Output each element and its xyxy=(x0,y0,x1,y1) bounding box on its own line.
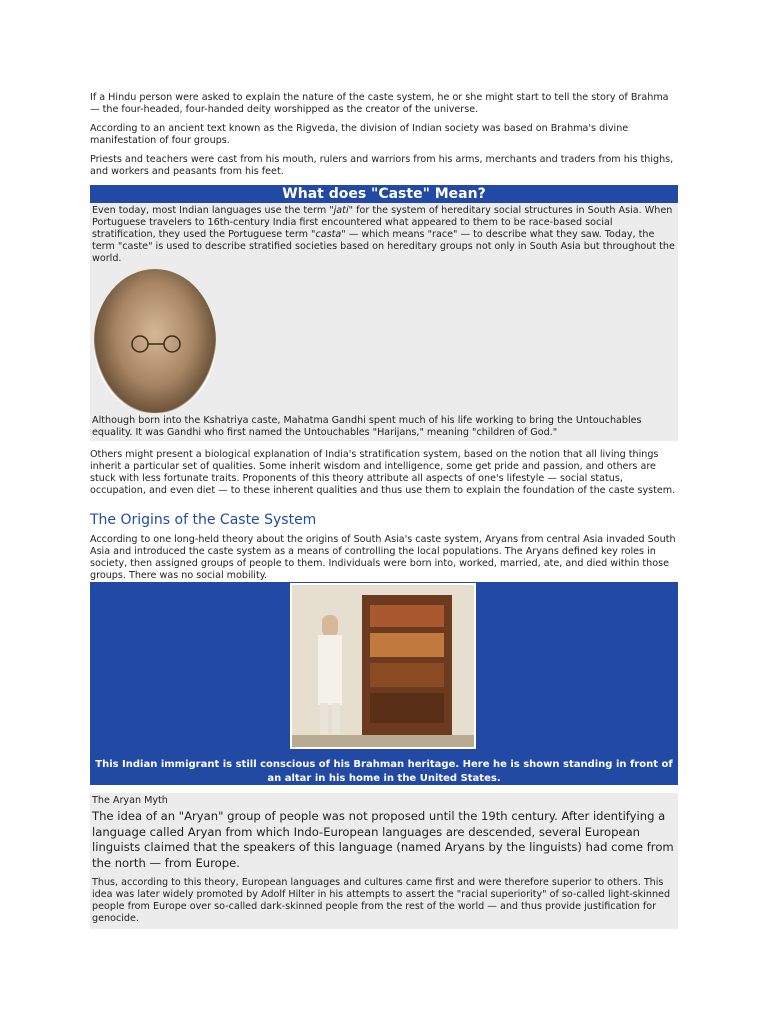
article xyxy=(90,92,678,929)
intro-paragraph-1: If a Hindu person were asked to explain the nature of the caste system, he or she might start to tell the story of Brahma — the four-headed, four-handed deity worshipped as the creator of the universe. xyxy=(90,92,669,115)
caste-meaning-paragraph xyxy=(92,203,676,269)
intro-section xyxy=(90,92,678,178)
aryan-myth-paragraph-1: The idea of an "Aryan" group of people was not proposed until the 19th century. After identifying a language called Aryan from which Indo-European languages are descended, several European linguists claimed that the speakers of this language (named Aryans by the linguists) had come from the north — from Europe. xyxy=(92,809,674,870)
text-segment: Even today, most Indian languages use the term " xyxy=(92,205,334,216)
caste-meaning-heading: What does "Caste" Mean? xyxy=(90,185,678,203)
biological-paragraph: Others might present a biological explanation of India's stratification system, based on the notion that all living things inherit a particular set of qualities. Some inherit wisdom and intelligence, some get pride and passion, and others are stuck with less fortunate traits. Proponents of this theory attribute all aspects of one's lifestyle — social status, occupation, and even diet — to these inherent qualities and thus use them to explain the foundation of the caste system. xyxy=(90,449,676,496)
aryan-myth-label: The Aryan Myth xyxy=(92,795,168,806)
gandhi-portrait xyxy=(94,269,216,413)
glasses-drawing xyxy=(126,335,186,353)
altar-illustration xyxy=(292,585,474,747)
text-segment: " — which means "race" — to describe what they saw. Today, the term "caste" is used to describe stratified societies based on hereditary groups not only in South Asia but throughout the world. xyxy=(92,229,675,264)
term-jati: jati xyxy=(333,205,349,216)
term-casta: casta xyxy=(315,229,342,240)
aryan-myth-box xyxy=(90,793,678,929)
origins-heading: The Origins of the Caste System xyxy=(90,512,317,528)
photo-box xyxy=(90,582,678,785)
origins-paragraph: According to one long-held theory about the origins of South Asia's caste system, Aryans from central Asia invaded South Asia and introduced the caste system as a means of controlling the local populations. The Aryans defined key roles in society, then assigned groups of people to them. Individuals were born into, worked, married, ate, and died within those groups. There was no social mobility. xyxy=(90,534,676,581)
caste-meaning-box xyxy=(90,203,678,441)
text-segment: " for the system of hereditary social structures in South Asia. When Portuguese travelers to 16th-century India first encountered what appeared to them to be race-based social stratification, they used the Portuguese term " xyxy=(92,205,673,240)
aryan-myth-paragraph-2: Thus, according to this theory, European languages and cultures came first and were therefore superior to others. This idea was later widely promoted by Adolf Hilter in his attempts to assert the "racial superiority" of so-called light-skinned people from Europe over so-called dark-skinned people from the rest of the world — and thus provide justification for genocide. xyxy=(92,877,671,924)
photo-caption: This Indian immigrant is still conscious of his Brahman heritage. Here he is shown standing in front of an altar in his home in the United States. xyxy=(95,759,673,784)
intro-paragraph-2: According to an ancient text known as the Rigveda, the division of Indian society was based on Brahma's divine manifestation of four groups. xyxy=(90,123,629,146)
gandhi-caption: Although born into the Kshatriya caste, Mahatma Gandhi spent much of his life working to bring the Untouchables equality. It was Gandhi who first named the Untouchables "Harijans," meaning "children of God." xyxy=(92,415,642,438)
altar-photo xyxy=(290,583,476,749)
intro-paragraph-3: Priests and teachers were cast from his mouth, rulers and warriors from his arms, merchants and traders from his thighs, and workers and peasants from his feet. xyxy=(90,154,674,177)
